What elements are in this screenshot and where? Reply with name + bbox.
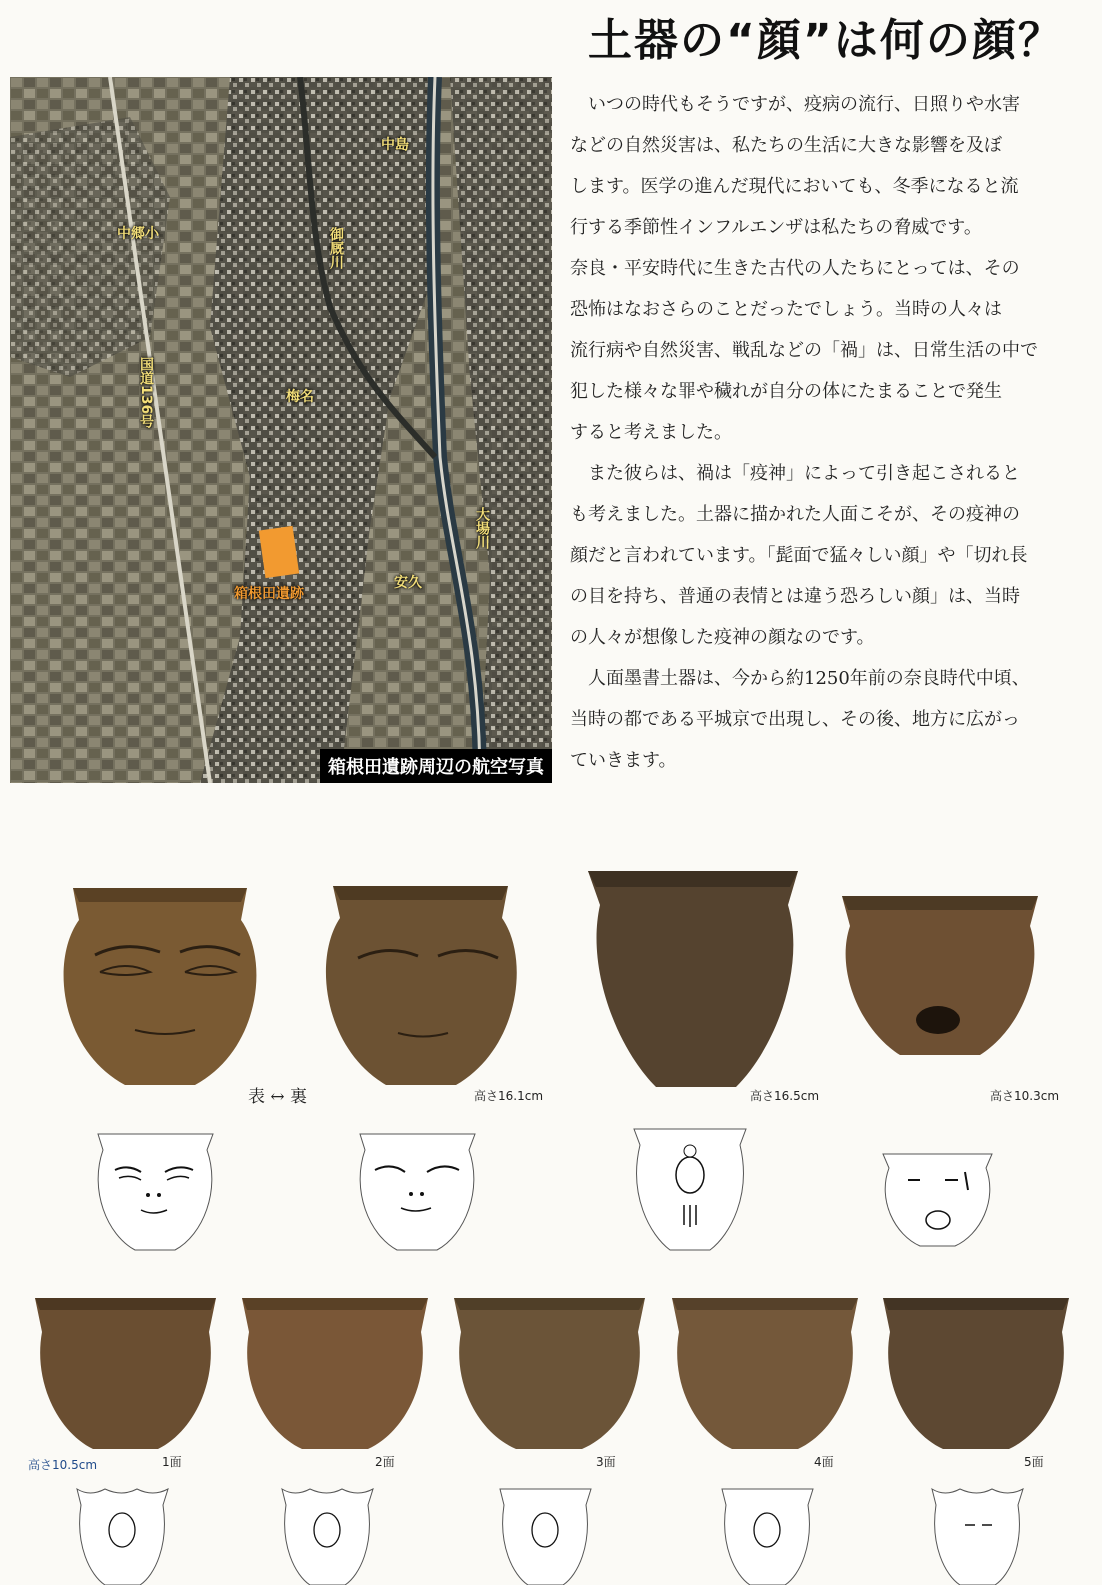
map-label-yasuhisa: 安久 bbox=[394, 575, 422, 591]
map-label-umena: 梅名 bbox=[286, 389, 314, 405]
pot-sketch-4 bbox=[880, 1150, 995, 1250]
page-title: 土器の“顔”は何の顔？ bbox=[588, 15, 1064, 66]
map-label-daibagawa: 大場川 bbox=[474, 507, 490, 549]
map-label-nakajima: 中島 bbox=[381, 137, 409, 153]
map-label-site: 箱根田遺跡 bbox=[234, 586, 304, 602]
pot-sketch-face-5 bbox=[930, 1485, 1025, 1585]
pot-sketch-face-1 bbox=[75, 1485, 170, 1585]
aerial-photo-image bbox=[10, 77, 552, 783]
pot-sketch-face-4 bbox=[720, 1485, 815, 1585]
pot-sketch-face-2 bbox=[280, 1485, 375, 1585]
pot-photo-4-face-3 bbox=[452, 1292, 647, 1452]
pot-photo-1-front bbox=[55, 880, 265, 1095]
label-height-3: 高さ10.3cm bbox=[990, 1089, 1060, 1103]
label-front-back: 表 ↔ 裏 bbox=[248, 1087, 308, 1107]
pot-photo-4-face-1 bbox=[33, 1292, 218, 1452]
aerial-photo-map bbox=[10, 77, 552, 783]
pot-sketch-face-3 bbox=[498, 1485, 593, 1585]
pot-photo-2 bbox=[586, 867, 801, 1092]
pot-sketch-3 bbox=[630, 1125, 750, 1255]
pot-photo-4-face-5 bbox=[881, 1292, 1071, 1452]
label-height-4: 高さ10.5cm bbox=[28, 1458, 98, 1472]
map-label-kokudo: 国道136号 bbox=[138, 357, 154, 429]
body-text bbox=[570, 84, 1090, 781]
map-caption: 箱根田遺跡周辺の航空写真 bbox=[320, 749, 552, 783]
map-label-mitono: 御厩川 bbox=[328, 227, 344, 269]
label-face-4: 4面 bbox=[814, 1455, 834, 1469]
pot-photo-4-face-4 bbox=[670, 1292, 860, 1452]
label-face-3: 3面 bbox=[596, 1455, 616, 1469]
label-height-1: 高さ16.1cm bbox=[474, 1089, 544, 1103]
pot-sketch-1 bbox=[93, 1130, 218, 1255]
pot-photo-1-back bbox=[318, 878, 523, 1093]
paragraph-2: 奈良・平安時代に生きた古代の人たちにとっては、その 恐怖はなおさらのことだったでしょう。当時の人々は 流行病や自然災害、戦乱などの「禍」は、日常生活の中で 犯した様々な罪や穢れが自分の体にたまることで発生 すると考えました。 bbox=[570, 258, 1038, 443]
label-face-2: 2面 bbox=[375, 1455, 395, 1469]
pot-photo-4-face-2 bbox=[240, 1292, 430, 1452]
map-label-nakagou: 中郷小 bbox=[117, 226, 159, 242]
paragraph-3: また彼らは、禍は「疫神」によって引き起こされると も考えました。土器に描かれた人面こそが、その疫神の 顔だと言われています。「髭面で猛々しい顔」や「切れ長 の目を持ち、普通の表情とは違う恐ろしい顔」は、当時 の人々が想像した疫神の顔なのです。 bbox=[570, 463, 1028, 648]
pot-photo-3 bbox=[840, 890, 1040, 1060]
paragraph-1: いつの時代もそうですが、疫病の流行、日照りや水害 などの自然災害は、私たちの生活に大きな影響を及ぼ します。医学の進んだ現代においても、冬季になると流 行する季節性インフルエンザは私たちの脅威です。 bbox=[570, 94, 1020, 238]
label-face-5: 5面 bbox=[1024, 1455, 1044, 1469]
pot-sketch-2 bbox=[355, 1130, 480, 1255]
label-height-2: 高さ16.5cm bbox=[750, 1089, 820, 1103]
label-face-1: 1面 bbox=[162, 1455, 182, 1469]
paragraph-4: 人面墨書土器は、今から約1250年前の奈良時代中頃、 当時の都である平城京で出現し、その後、地方に広がっ ていきます。 bbox=[570, 668, 1030, 771]
